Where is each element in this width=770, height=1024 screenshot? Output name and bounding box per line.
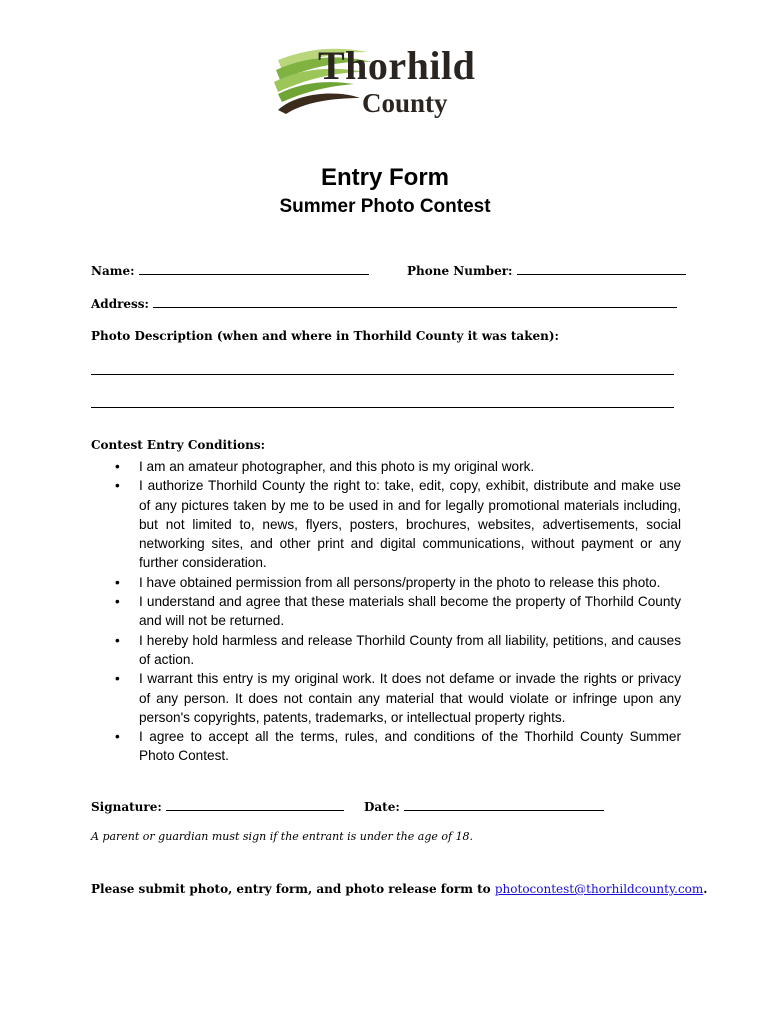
submit-text: Please submit photo, entry form, and photo release form to bbox=[91, 882, 491, 896]
form-subtitle: Summer Photo Contest bbox=[279, 196, 491, 217]
phone-label: Phone Number: bbox=[407, 264, 513, 278]
address-input-line[interactable] bbox=[153, 296, 677, 308]
list-item: • I am an amateur photographer, and this photo is my original work. bbox=[91, 457, 681, 476]
list-item: • I authorize Thorhild County the right to: take, edit, copy, exhibit, distribute and make use of any pictures taken by me to be used in and for legally promotional materials including, but not limited to, news, flyers, posters, brochures, websites, advertisements, social networking sites, and other print and digital communications, without payment or any further consideration. bbox=[115, 478, 681, 571]
submit-email-link[interactable]: photocontest@thorhildcounty.com bbox=[494, 882, 704, 896]
list-item: • I warrant this entry is my original work. It does not defame or invade the rights or privacy of any person. It does not contain any material that would violate or infringe upon any person's copyrights, patents, trademarks, or intellectual property rights. bbox=[115, 671, 681, 725]
submit-instructions bbox=[91, 882, 707, 896]
list-item: • I have obtained permission from all persons/property in the photo to release this photo. bbox=[91, 573, 681, 592]
signature-label: Signature: bbox=[91, 800, 162, 814]
date-label: Date: bbox=[364, 800, 400, 814]
bullet-icon: • bbox=[115, 478, 120, 494]
name-input-line[interactable] bbox=[139, 263, 369, 275]
bullet-icon: • bbox=[115, 632, 120, 648]
bullet-icon: • bbox=[115, 671, 120, 687]
submit-period: . bbox=[703, 882, 708, 896]
signature-field bbox=[91, 799, 344, 814]
list-item: • I agree to accept all the terms, rules, and conditions of the Thorhild County Summer Photo Contest. bbox=[115, 729, 681, 764]
logo-text-county: County bbox=[362, 88, 448, 118]
signature-input-line[interactable] bbox=[166, 799, 344, 811]
address-field bbox=[91, 296, 677, 311]
bullet-icon: • bbox=[115, 459, 120, 474]
logo-text-thorhild: Thorhild bbox=[318, 43, 476, 88]
conditions-heading: Contest Entry Conditions: bbox=[91, 438, 266, 452]
description-input-line-2[interactable] bbox=[91, 407, 674, 408]
name-field bbox=[91, 263, 369, 278]
form-title: Entry Form bbox=[320, 164, 449, 191]
list-item: • I hereby hold harmless and release Thorhild County from all liability, petitions, and causes of action. bbox=[115, 632, 681, 667]
phone-field bbox=[407, 263, 686, 278]
date-input-line[interactable] bbox=[404, 799, 604, 811]
name-label: Name: bbox=[91, 264, 135, 278]
bullet-icon: • bbox=[115, 729, 120, 745]
date-field bbox=[364, 799, 604, 814]
list-item: • I understand and agree that these materials shall become the property of Thorhild County and will not be returned. bbox=[115, 594, 681, 629]
description-label: Photo Description (when and where in Thorhild County it was taken): bbox=[91, 329, 559, 343]
address-label: Address: bbox=[91, 297, 149, 311]
bullet-icon: • bbox=[115, 594, 120, 610]
conditions-list bbox=[91, 457, 681, 766]
description-input-line-1[interactable] bbox=[91, 374, 674, 375]
phone-input-line[interactable] bbox=[517, 263, 686, 275]
guardian-note: A parent or guardian must sign if the entrant is under the age of 18. bbox=[91, 830, 474, 843]
bullet-icon: • bbox=[115, 574, 120, 590]
